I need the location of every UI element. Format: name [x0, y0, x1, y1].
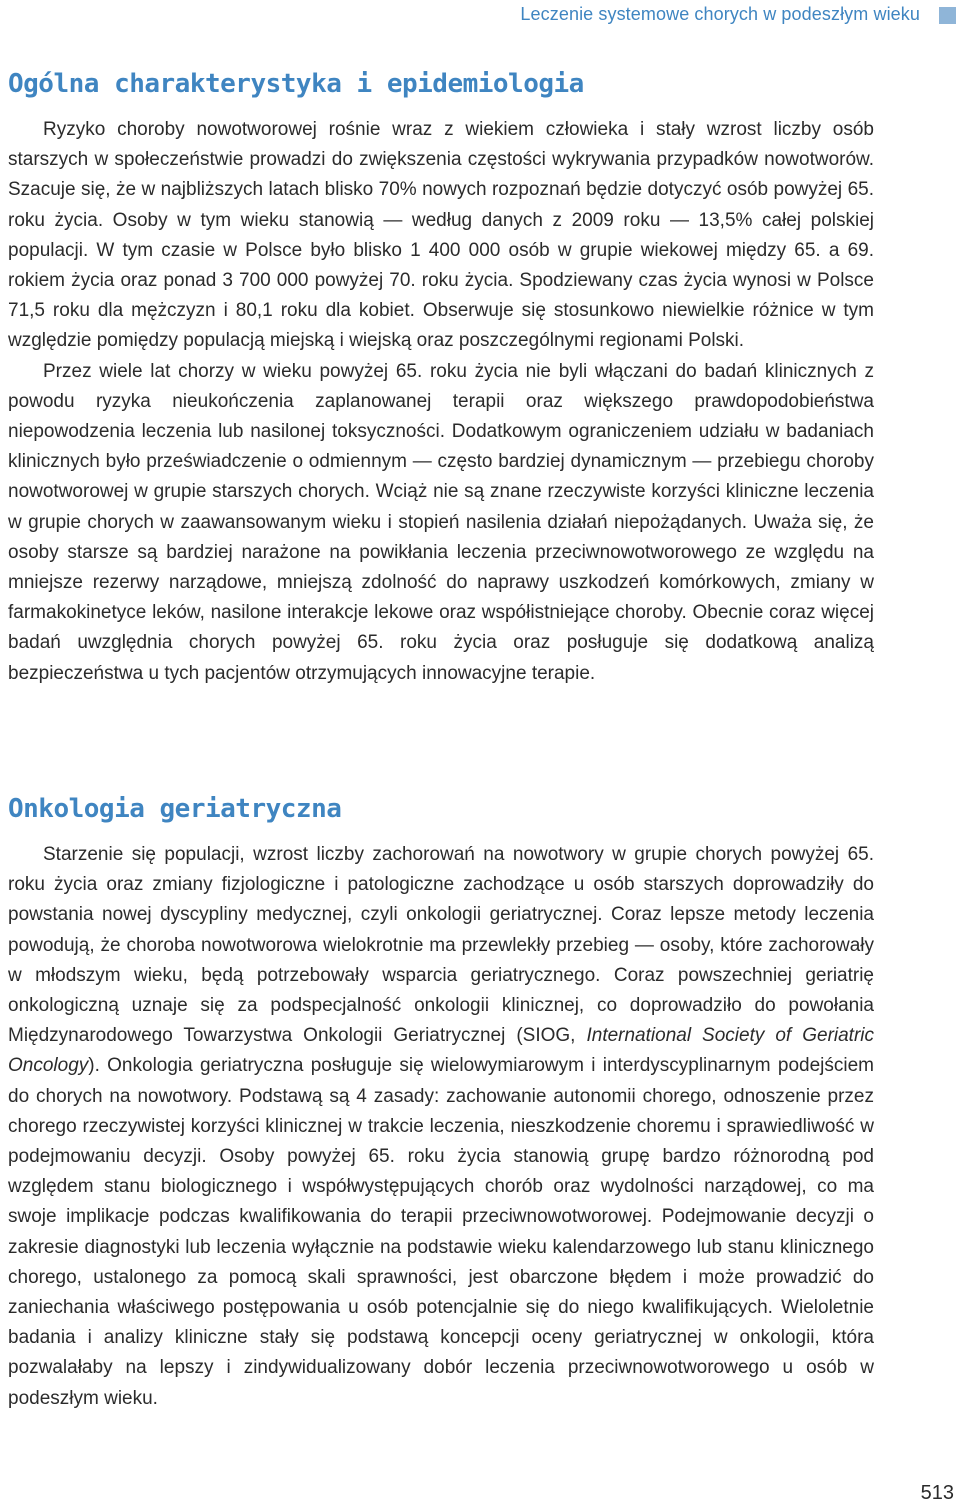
paragraph: Przez wiele lat chorzy w wieku powyżej 65. roku życia nie byli włączani do badań klinicznych z powodu ryzyka nieukończenia zaplanowanej terapii oraz większego prawdopodobieństwa niepowodzenia leczenia lub nasilonej toksyczności. Dodatkowym ograniczeniem udziału w badaniach klinicznych było przeświadczenie o odmiennym — często bardziej dynamicznym — przebiegu choroby nowotworowej w grupie starszych chorych. Wciąż nie są znane rzeczywiste korzyści kliniczne leczenia w grupie chorych w zaawansowanym wieku i stopień nasilenia działań niepożądanych. Uważa się, że osoby starsze są bardziej narażone na powikłania leczenia przeciwnowotworowego ze względu na mniejsze rezerwy narządowe, mniejszą zdolność do naprawy uszkodzeń komórkowych, zmiany w farmakokinetyce leków, nasilone interakcje lekowe oraz współistniejące choroby. Obecnie coraz więcej badań uwzględnia chorych powyżej 65. roku życia oraz posługuje się dodatkową analizą bezpieczeństwa u tych pacjentów otrzymujących innowacyjne terapie.: [8, 360, 874, 684]
paragraph-text: Starzenie się populacji, wzrost liczby zachorowań na nowotwory w grupie chorych powyżej 65. roku życia oraz zmiany fizjologiczne i patologiczne zachodzące u osób starszych doprowadziły do powstania nowej dyscypliny medycznej, czyli onkologii geriatrycznej. Coraz lepsze metody leczenia powodują, że choroba nowotworowa wielokrotnie ma przewlekły przebieg — osoby, które zachorowały w młodszym wieku, będą potrzebowały wsparcia geriatrycznego. Coraz powszechniej geriatrię onkologiczną uznaje się za podspecjalność onkologii klinicznej, co doprowadziło do powołania Międzynarodowego Towarzystwa Onkologii Geriatrycznej (SIOG,: [8, 844, 874, 1047]
page-number: 513: [920, 1482, 954, 1504]
paragraph: Ryzyko choroby nowotworowej rośnie wraz z wiekiem człowieka i stały wzrost liczby osób starszych w społeczeństwie prowadzi do zwiększenia częstości wykrywania przypadków nowotworów. Szacuje się, że w najbliższych latach blisko 70% nowych rozpoznań będzie dotyczyć osób powyżej 65. roku życia. Osoby w tym wieku stanowią — według danych z 2009 roku — 13,5% całej polskiej populacji. W tym czasie w Polsce było blisko 1 400 000 osób w grupie wiekowej między 65. a 69. rokiem życia oraz ponad 3 700 000 powyżej 70. roku życia. Spodziewany czas życia wynosi w Polsce 71,5 roku dla mężczyzn i 80,1 roku dla kobiet. Obserwuje się stosunkowo niewielkie różnice w tym względzie pomiędzy populacją miejską i wiejską oraz poszczególnymi regionami Polski.: [8, 119, 874, 352]
paragraph: [8, 840, 874, 1414]
section-body-geriatric-oncology: [8, 840, 874, 1414]
header-square-marker: [939, 7, 956, 24]
italic-term: International Society of Geriatric Oncology: [8, 1025, 875, 1077]
section-title-epidemiology: Ogólna charakterystyka i epidemiologia: [8, 69, 584, 99]
section-title-geriatric-oncology: Onkologia geriatryczna: [8, 794, 342, 824]
paragraph-text: ). Onkologia geriatryczna posługuje się wielowymiarowym i interdyscyplinarnym podejściem do chorych na nowotwory. Podstawą są 4 zasady: zachowanie autonomii chorego, odnoszenie przez chorego rzeczywistej korzyści klinicznej w trakcie leczenia, nieszkodzenie choremu i sprawiedliwość w podejmowaniu decyzji. Osoby powyżej 65. roku życia stanowią grupę bardzo różnorodną pod względem stanu biologicznego i współwystępujących chorób oraz wydolności narządowej, co ma swoje implikacje podczas kwalifikowania do terapii przeciwnowotworowej. Podejmowanie decyzji o zakresie diagnostyki lub leczenia wyłącznie na podstawie wieku kalendarzowego lub stanu klinicznego chorego, ustalonego za pomocą skali sprawności, jest obarczone błędem i może prowadzić do zaniechania właściwego postępowania u osób potencjalnie się do niego kwalifikujących. Wieloletnie badania i analizy kliniczne stały się podstawą koncepcji oceny geriatrycznej w onkologii, która pozwalałaby na lepszy i zindywidualizowany dobór leczenia przeciwnowotworowego u osób w podeszłym wieku.: [8, 1055, 874, 1409]
section-body-epidemiology: [8, 115, 874, 689]
running-header: Leczenie systemowe chorych w podeszłym wieku: [520, 4, 920, 24]
